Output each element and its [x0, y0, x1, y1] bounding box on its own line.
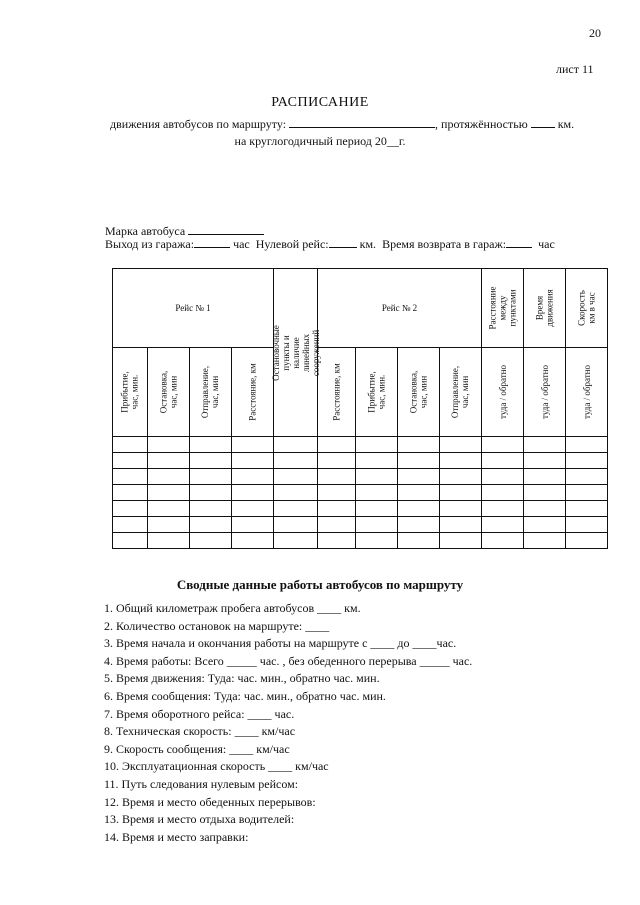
summary-title: Сводные данные работы автобусов по маршруту	[176, 577, 464, 592]
table-cell[interactable]	[566, 533, 608, 549]
travel-time-header	[524, 269, 566, 348]
table-cell[interactable]	[274, 533, 318, 549]
speed-direction	[566, 348, 608, 437]
table-row	[113, 501, 608, 517]
table-cell[interactable]	[113, 453, 148, 469]
stops-header-label: Остановочные пункты и наличие линейных сооружений	[270, 324, 321, 381]
table-cell[interactable]	[113, 469, 148, 485]
table-cell[interactable]	[482, 437, 524, 453]
sheet-label: лист 11	[556, 62, 594, 76]
table-cell[interactable]	[440, 453, 482, 469]
table-cell[interactable]	[190, 517, 232, 533]
speed-header	[566, 269, 608, 348]
summary-item: 2. Количество остановок на маршруте: ____	[104, 618, 330, 633]
table-cell[interactable]	[274, 453, 318, 469]
table-cell[interactable]	[190, 533, 232, 549]
table-cell[interactable]	[566, 517, 608, 533]
trip2-col-arrival-label: Прибытие, час, мин.	[366, 371, 387, 413]
table-cell[interactable]	[318, 469, 356, 485]
summary-item: 9. Скорость сообщения: ____ км/час	[104, 741, 290, 756]
table-cell[interactable]	[356, 533, 398, 549]
table-cell[interactable]	[274, 501, 318, 517]
table-cell[interactable]	[482, 533, 524, 549]
table-cell[interactable]	[482, 453, 524, 469]
table-cell[interactable]	[318, 517, 356, 533]
summary-item: 12. Время и место обеденных перерывов:	[104, 794, 316, 809]
table-cell[interactable]	[318, 501, 356, 517]
table-cell[interactable]	[398, 469, 440, 485]
table-cell[interactable]	[482, 485, 524, 501]
table-cell[interactable]	[190, 453, 232, 469]
table-cell[interactable]	[274, 517, 318, 533]
trip2-col-departure-label: Отправление, час, мин	[450, 365, 471, 419]
garage-return-blank	[506, 237, 532, 248]
table-cell[interactable]	[440, 501, 482, 517]
summary-item: 6. Время сообщения: Туда: час. мин., обратно час. мин.	[104, 688, 386, 703]
trip1-col-stop-label: Остановка, час, мин	[158, 370, 179, 414]
trip1-col-arrival-label: Прибытие, час, мин.	[120, 371, 140, 413]
table-cell[interactable]	[318, 485, 356, 501]
trip2-col-stop-label: Остановка, час, мин	[408, 370, 429, 414]
summary-list	[104, 600, 472, 846]
table-cell[interactable]	[356, 453, 398, 469]
garage-hour-label: час	[233, 237, 250, 251]
table-row	[113, 437, 608, 453]
distance-header-label: Расстояние между пунктами	[487, 286, 518, 330]
distance-direction	[482, 348, 524, 437]
garage-exit-blank	[194, 237, 230, 248]
summary-item: 1. Общий километраж пробега автобусов ____ км.	[104, 601, 361, 615]
table-cell[interactable]	[113, 533, 148, 549]
summary-item: 13. Время и место отдыха водителей:	[104, 812, 295, 827]
table-cell[interactable]	[232, 485, 274, 501]
table-cell[interactable]	[190, 469, 232, 485]
table-cell[interactable]	[274, 469, 318, 485]
table-cell[interactable]	[148, 469, 190, 485]
table-cell[interactable]	[148, 501, 190, 517]
summary-item: 5. Время движения: Туда: час. мин., обратно час. мин.	[104, 671, 380, 686]
table-cell[interactable]	[440, 469, 482, 485]
summary-item: 4. Время работы: Всего _____ час. , без обеденного перерыва _____ час.	[104, 653, 473, 668]
distance-direction-label: туда / обратно	[497, 365, 508, 419]
table-cell[interactable]	[274, 485, 318, 501]
travel-time-direction-label: туда / обратно	[539, 365, 550, 419]
summary-item: 14. Время и место заправки:	[104, 829, 249, 844]
table-cell[interactable]	[190, 437, 232, 453]
speed-header-label: Скорость км в час	[576, 290, 597, 326]
table-cell[interactable]	[113, 517, 148, 533]
trip1-col-departure-label: Отправление, час, мин	[200, 365, 221, 419]
trip1-col-distance-label: Расстояние, км	[247, 363, 258, 421]
trip1-col-arrival	[113, 348, 148, 437]
trip2-col-departure	[440, 348, 482, 437]
route-prefix: движения автобусов по маршруту:	[110, 117, 287, 131]
table-cell[interactable]	[148, 533, 190, 549]
trip2-col-arrival	[356, 348, 398, 437]
table-cell[interactable]	[566, 437, 608, 453]
page-number: 20	[589, 26, 601, 40]
table-cell[interactable]	[440, 533, 482, 549]
table-cell[interactable]	[356, 501, 398, 517]
table-cell[interactable]	[524, 533, 566, 549]
summary-item: 11. Путь следования нулевым рейсом:	[104, 776, 299, 791]
distance-header	[482, 269, 524, 348]
table-cell[interactable]	[113, 501, 148, 517]
zero-trip-label: Нулевой рейс:	[255, 237, 329, 251]
table-cell[interactable]	[356, 485, 398, 501]
table-cell[interactable]	[398, 437, 440, 453]
table-cell[interactable]	[356, 517, 398, 533]
table-cell[interactable]	[148, 517, 190, 533]
stops-header	[270, 269, 321, 437]
table-cell[interactable]	[113, 437, 148, 453]
table-cell[interactable]	[524, 485, 566, 501]
table-cell[interactable]	[524, 469, 566, 485]
period-line: на круглогодичный период 20__г.	[234, 134, 406, 148]
table-cell[interactable]	[274, 437, 318, 453]
table-cell[interactable]	[482, 469, 524, 485]
table-cell[interactable]	[398, 485, 440, 501]
trip1-header: Рейс № 1	[113, 269, 274, 348]
table-cell[interactable]	[190, 501, 232, 517]
table-cell[interactable]	[482, 501, 524, 517]
table-cell[interactable]	[440, 437, 482, 453]
table-cell[interactable]	[113, 485, 148, 501]
trip2-col-distance	[318, 348, 356, 437]
table-row	[113, 517, 608, 533]
table-cell[interactable]	[398, 453, 440, 469]
table-cell[interactable]	[232, 469, 274, 485]
trip2-col-distance-label: Расстояние, км	[331, 363, 342, 421]
summary-item: 8. Техническая скорость: ____ км/час	[104, 724, 296, 739]
table-row	[113, 533, 608, 549]
table-cell[interactable]	[566, 485, 608, 501]
garage-exit-label: Выход из гаража:	[105, 237, 195, 251]
zero-trip-blank	[329, 237, 357, 248]
trip2-header: Рейс № 2	[318, 269, 482, 348]
route-length-label: , протяжённостью	[435, 117, 528, 131]
summary-item: 10. Эксплуатационная скорость ____ км/час	[104, 759, 329, 774]
table-cell[interactable]	[232, 501, 274, 517]
table-cell[interactable]	[440, 517, 482, 533]
route-line	[110, 117, 574, 132]
table-cell[interactable]	[398, 517, 440, 533]
summary-item: 3. Время начала и окончания работы на маршруте с ____ до ____час.	[104, 636, 457, 651]
trip2-col-stop	[398, 348, 440, 437]
table-cell[interactable]	[148, 437, 190, 453]
table-cell[interactable]	[232, 533, 274, 549]
speed-direction-label: туда / обратно	[581, 365, 592, 419]
garage-line	[105, 237, 555, 252]
table-row	[113, 453, 608, 469]
table-cell[interactable]	[482, 517, 524, 533]
trip1-col-stop	[148, 348, 190, 437]
table-cell[interactable]	[524, 501, 566, 517]
table-cell[interactable]	[440, 485, 482, 501]
table-cell[interactable]	[566, 501, 608, 517]
table-cell[interactable]	[148, 485, 190, 501]
bus-brand-blank	[188, 224, 264, 235]
trip1-col-departure	[190, 348, 232, 437]
schedule-table	[112, 268, 608, 549]
table-cell[interactable]	[232, 517, 274, 533]
table-cell[interactable]	[524, 517, 566, 533]
table-cell[interactable]	[566, 469, 608, 485]
trip1-col-distance	[232, 348, 274, 437]
table-cell[interactable]	[232, 437, 274, 453]
document-title: РАСПИСАНИЕ	[271, 95, 369, 110]
table-cell[interactable]	[356, 469, 398, 485]
route-name-blank	[289, 117, 435, 128]
table-cell[interactable]	[232, 453, 274, 469]
travel-time-direction	[524, 348, 566, 437]
bus-brand-label: Марка автобуса	[105, 224, 186, 238]
table-cell[interactable]	[356, 437, 398, 453]
table-row	[113, 469, 608, 485]
table-cell[interactable]	[190, 485, 232, 501]
table-cell[interactable]	[398, 501, 440, 517]
table-cell[interactable]	[524, 453, 566, 469]
schedule-body	[113, 437, 608, 549]
table-cell[interactable]	[318, 437, 356, 453]
table-cell[interactable]	[318, 453, 356, 469]
route-length-unit: км.	[557, 117, 575, 131]
route-length-blank	[531, 117, 555, 128]
garage-return-label: Время возврата в гараж:	[382, 237, 507, 251]
table-cell[interactable]	[524, 437, 566, 453]
summary-item: 7. Время оборотного рейса: ____ час.	[104, 706, 295, 721]
table-cell[interactable]	[318, 533, 356, 549]
garage-return-hour: час	[538, 237, 555, 251]
zero-trip-km-label: км.	[359, 237, 377, 251]
travel-time-header-label: Время движения	[534, 289, 555, 327]
table-cell[interactable]	[148, 453, 190, 469]
table-row	[113, 485, 608, 501]
table-cell[interactable]	[398, 533, 440, 549]
table-cell[interactable]	[566, 453, 608, 469]
